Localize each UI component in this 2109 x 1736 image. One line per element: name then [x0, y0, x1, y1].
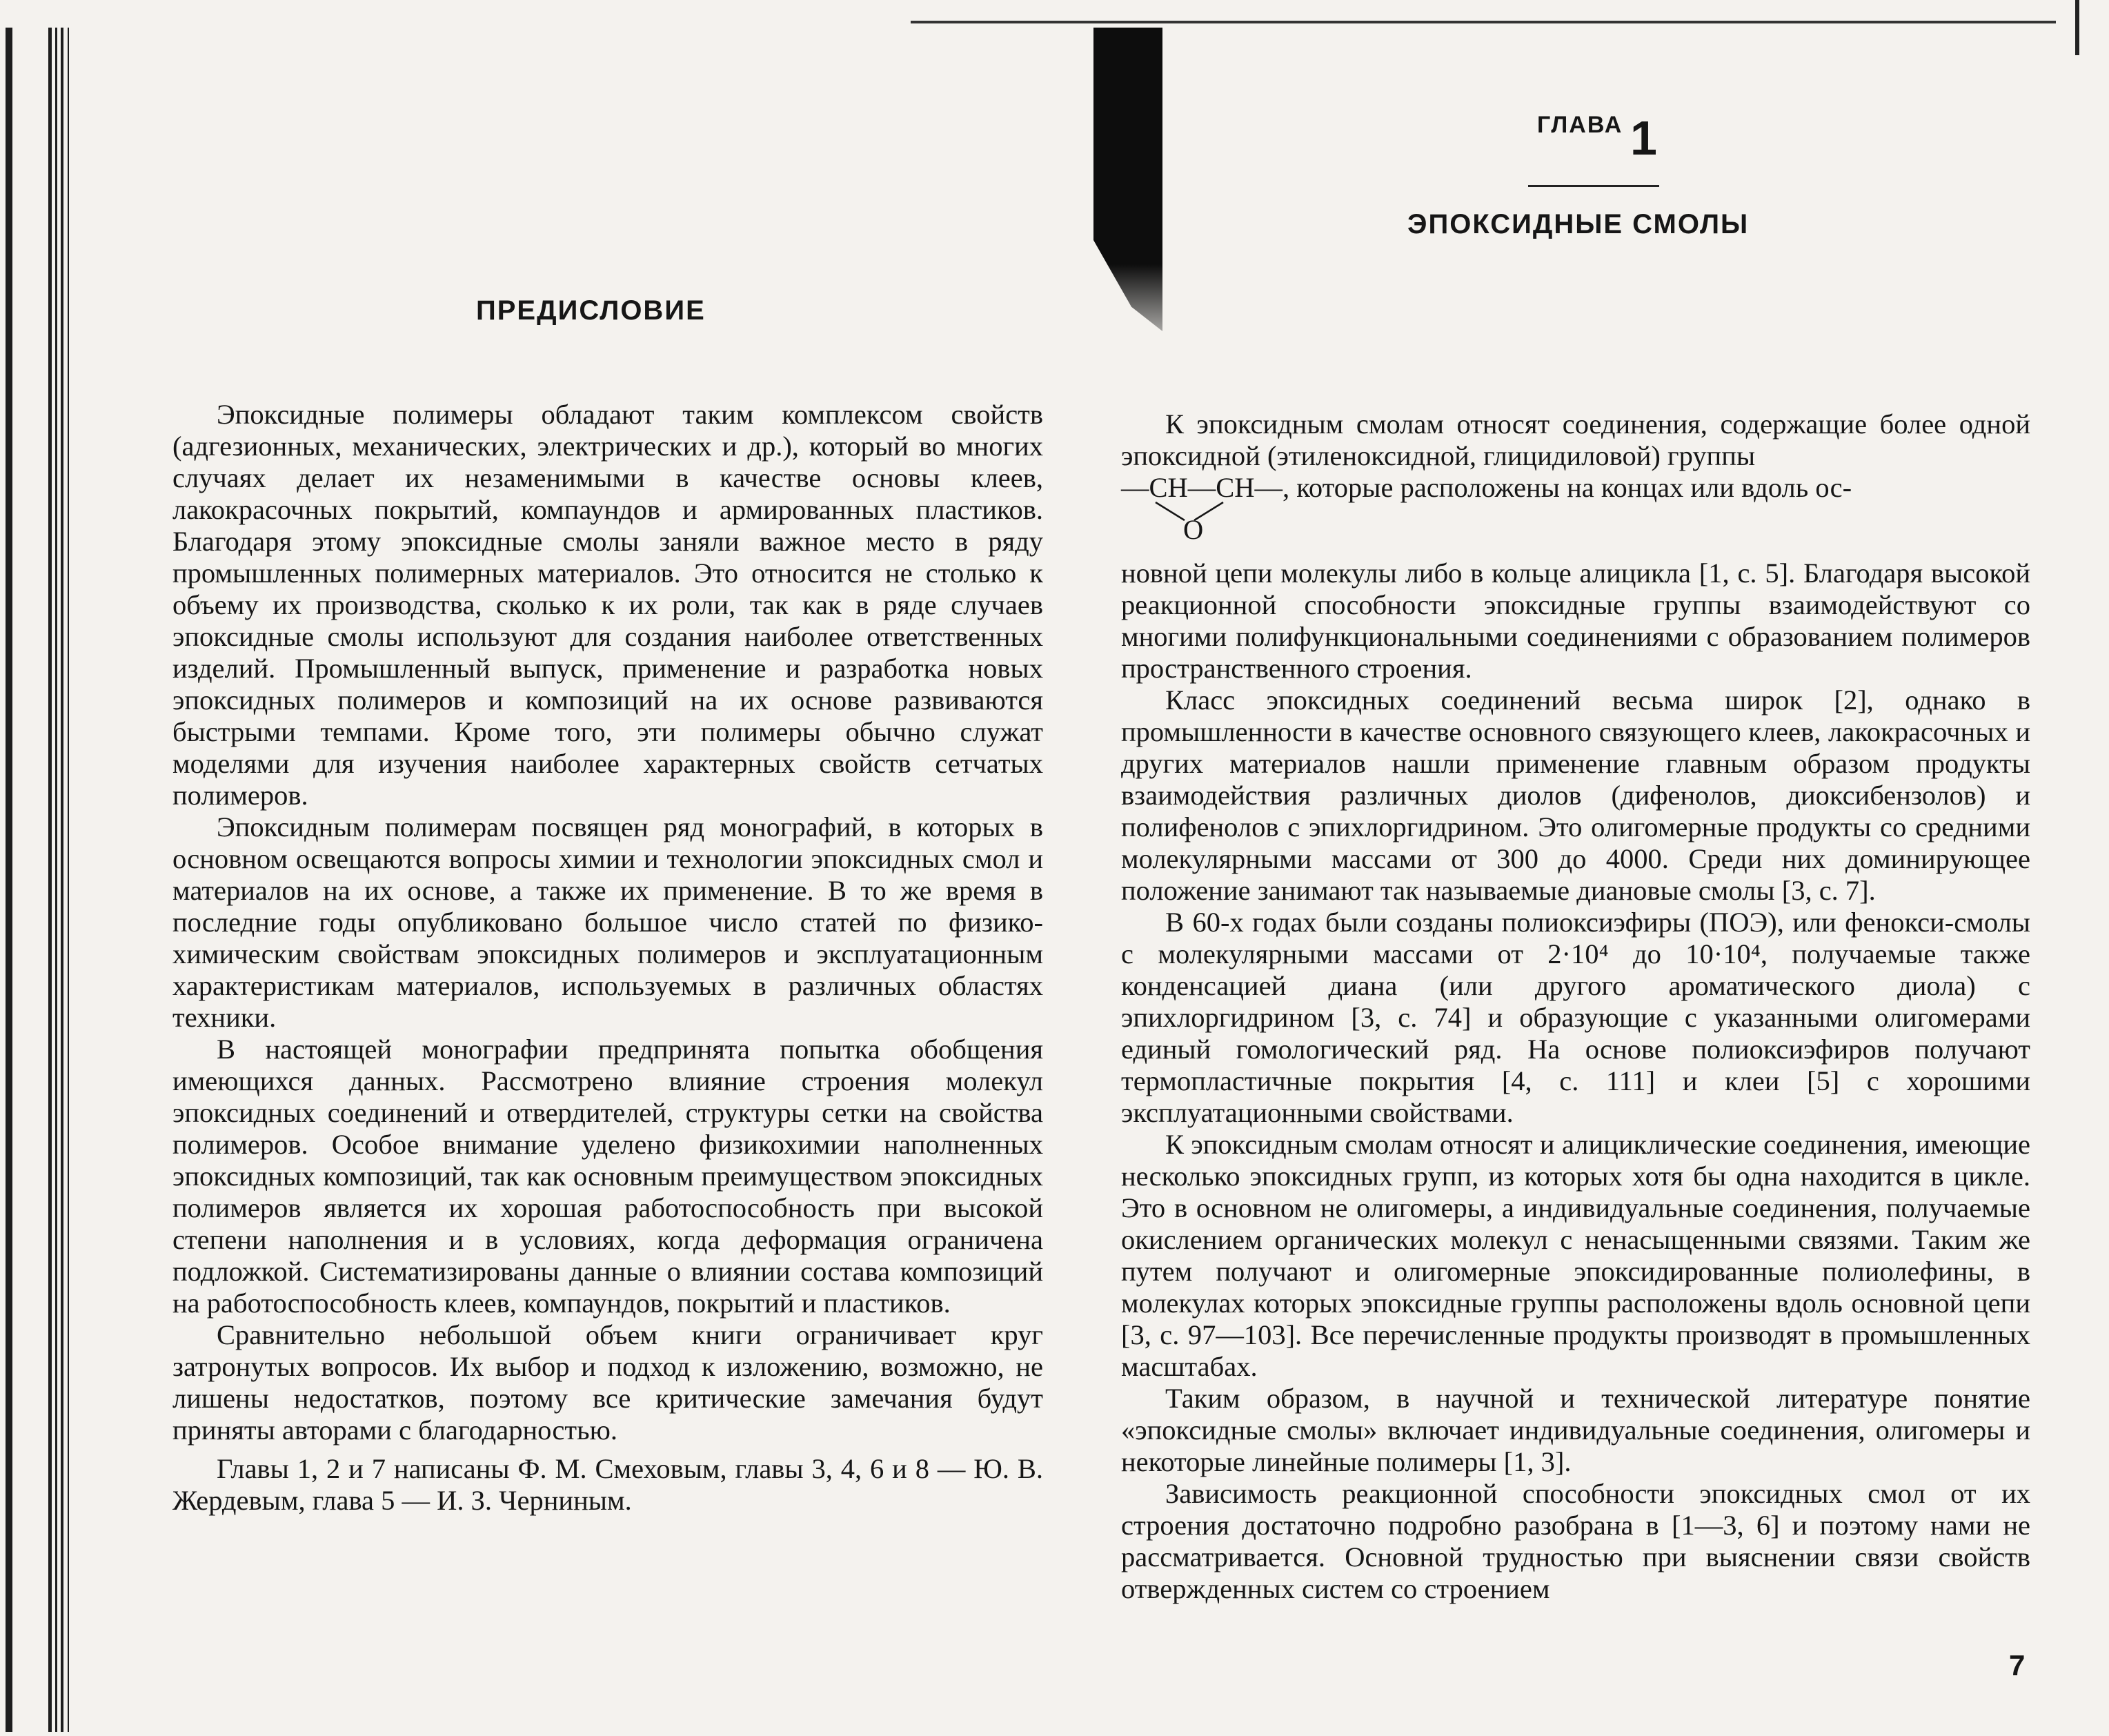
- gutter-shadow: [1093, 28, 1162, 331]
- chapter-body: [1121, 558, 2030, 1605]
- chapter-paragraph: Класс эпоксидных соединений весьма широк [2], однако в промышленности в качестве основного связующего клеев, лакокрасочных и других материалов нашли применение главным образом продукты взаимодействия различных диолов (дифенолов, диоксибензолов) и полифенолов с эпихлоргидрином. Это олигомерные продукты со средними молекулярными массами от 300 до 4000. Среди них доминирующее положение занимают так называемые диановые смолы [3, с. 7].: [1121, 684, 2030, 906]
- chapter-label: ГЛАВА: [1537, 112, 1623, 138]
- intro-paragraph: К эпоксидным смолам относят соединения, содержащие более одной эпоксидной (этиленоксидной, глицидиловой) группы: [1121, 408, 2030, 471]
- chapter-paragraph: новной цепи молекулы либо в кольце алицикла [1, с. 5]. Благодаря высокой реакционной способности эпоксидные группы взаимодействуют со многими полифункциональными соединениями с образованием полимеров пространственного строения.: [1121, 558, 2030, 684]
- chapter-divider: [1528, 185, 1659, 187]
- chapter-title: ЭПОКСИДНЫЕ СМОЛЫ: [1407, 209, 1750, 239]
- scan-top-edge: [911, 21, 2056, 23]
- bond-left: [1156, 502, 1185, 520]
- epoxy-group-formula: [1121, 472, 2030, 545]
- preface-paragraph: В настоящей монографии предпринята попытка обобщения имеющихся данных. Рассмотрено влияние строения молекул эпоксидных соединений и отвердителей, структуры сетки на свойства полимеров. Особое внимание уделено физикохимии наполненных эпоксидных композиций, так как основным преимуществом эпоксидных полимеров является их хорошая работоспособность при высокой степени наполнения и в условиях, когда деформация ограничена подложкой. Систематизированы данные о влиянии состава композиций на работоспособность клеев, компаундов, покрытий и пластиков.: [172, 1034, 1043, 1319]
- formula-chain: —CH—CH—: [1121, 472, 1283, 503]
- chapter-paragraph: Таким образом, в научной и технической литературе понятие «эпоксидные смолы» включает индивидуальные соединения, олигомеры и некоторые линейные полимеры [1, 3].: [1121, 1383, 2030, 1477]
- page-number: 7: [2009, 1649, 2026, 1681]
- preface-title: ПРЕДИСЛОВИЕ: [476, 295, 706, 326]
- chapter-intro: [1121, 408, 2030, 472]
- chapter-paragraph: К эпоксидным смолам относят и алициклические соединения, имеющие несколько эпоксидных групп, из которых хотя бы одна находится в цикле. Это в основном не олигомеры, а индивидуальные соединения, получаемые окислением органических молекул с ненасыщенными связями. Таким же путем получают и олигомерные эпоксидированные полиолефины, в молекулах которых эпоксидные группы расположены вдоль основной цепи [3, с. 97—103]. Все перечисленные продукты производят в промышленных масштабах.: [1121, 1129, 2030, 1382]
- preface-paragraph: Эпоксидные полимеры обладают таким комплексом свойств (адгезионных, механических, электрических и др.), который во многих случаях делает их незаменимыми в качестве основы клеев, лакокрасочных покрытий, компаундов и армированных пластиков. Благодаря этому эпоксидные смолы заняли важное место в ряду промышленных полимерных материалов. Это относится не столько к объему их производства, сколько к их роли, так как в ряде случаев эпоксидные смолы используют для создания наиболее ответственных изделий. Промышленный выпуск, применение и разработка новых эпоксидных полимеров и композиций на их основе развиваются быстрыми темпами. Кроме того, эти полимеры обычно служат моделями для изучения наиболее характерных свойств сетчатых полимеров.: [172, 399, 1043, 811]
- preface-paragraph: Сравнительно небольшой объем книги ограничивает круг затронутых вопросов. Их выбор и подход к изложению, возможно, не лишены недостатков, поэтому все критические замечания будут приняты авторами с благодарностью.: [172, 1319, 1043, 1446]
- chapter-paragraph: Зависимость реакционной способности эпоксидных смол от их строения достаточно подробно разобрана в [1—3, 6] и поэтому нами не рассматривается. Основной трудностью при выяснении связи свойств отвержденных систем со строением: [1121, 1478, 2030, 1604]
- preface-body: [172, 399, 1043, 1517]
- formula-continuation: , которые расположены на концах или вдоль ос-: [1283, 472, 1852, 503]
- formula-line: [1121, 472, 2030, 504]
- chapter-number: 1: [1630, 111, 1659, 165]
- preface-paragraph: Эпоксидным полимерам посвящен ряд монографий, в которых в основном освещаются вопросы химии и технологии эпоксидных смол и материалов на их основе, а также их применение. В то же время в последние годы опубликовано большое число статей по физико-химическим свойствам эпоксидных полимеров и эксплуатационным характеристикам материалов, используемых в различных областях техники.: [172, 811, 1043, 1033]
- formula-oxygen: O: [1183, 514, 1204, 545]
- binding-edge: [0, 28, 83, 1732]
- scan-right-edge: [2075, 0, 2079, 55]
- preface-authors: Главы 1, 2 и 7 написаны Ф. М. Смеховым, главы 3, 4, 6 и 8 — Ю. В. Жердевым, глава 5 — И. З. Черниным.: [172, 1453, 1043, 1516]
- chapter-paragraph: В 60-х годах были созданы полиоксиэфиры (ПОЭ), или фенокси-смолы с молекулярными массами от 2·10⁴ до 10·10⁴, получаемые также конденсацией диана (или другого ароматического диола) с эпихлоргидрином [3, с. 74] и образующие с указанными олигомерами единый гомологический ряд. На основе полиоксиэфиров получают термопластичные покрытия [4, с. 111] и клеи [5] с хорошими эксплуатационными свойствами.: [1121, 907, 2030, 1128]
